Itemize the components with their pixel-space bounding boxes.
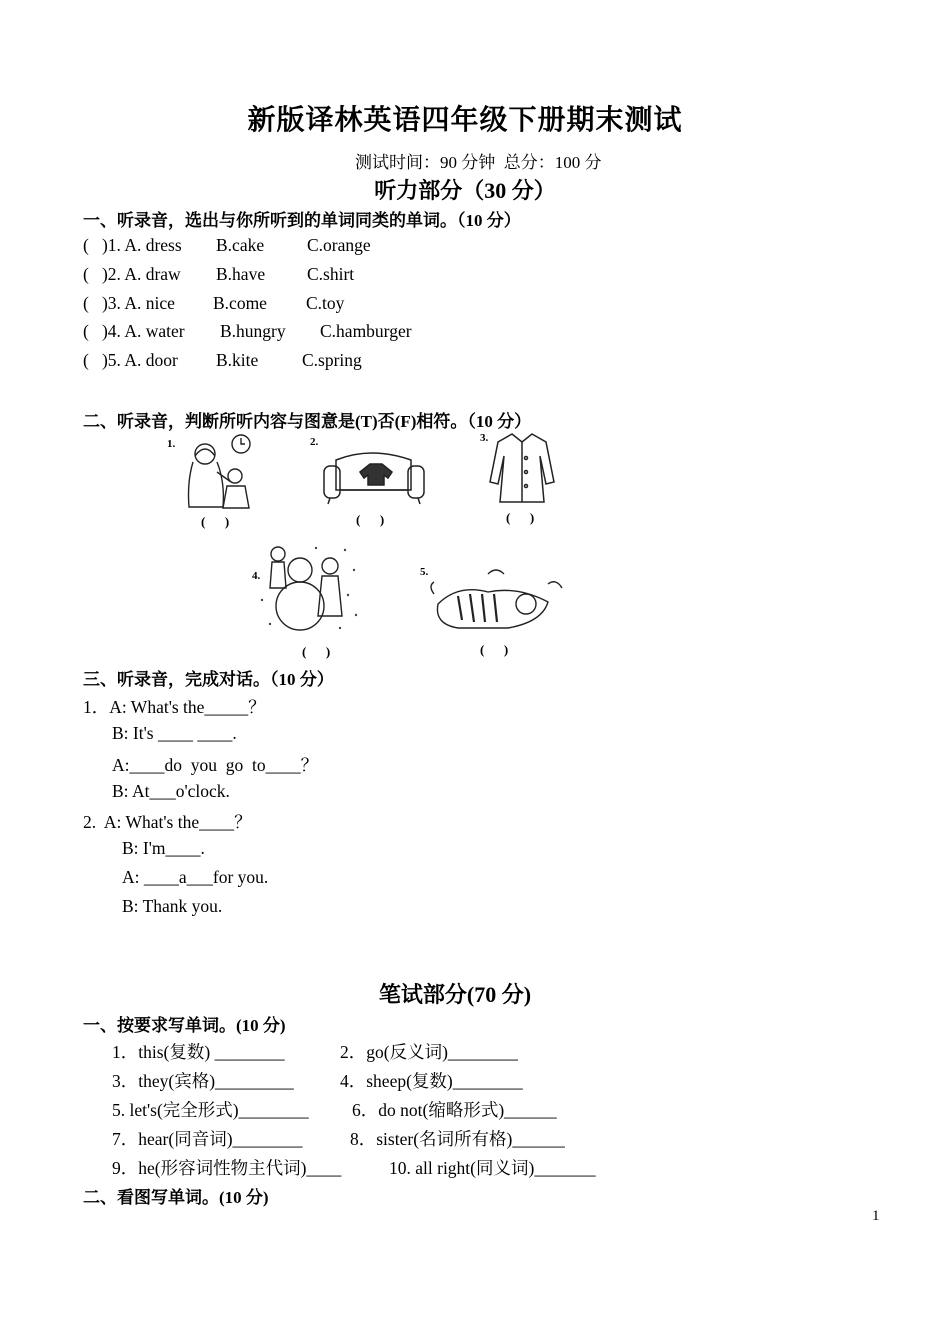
listening-part3-heading: 三、听录音，完成对话。（10 分） xyxy=(83,670,334,689)
option-b: B.come xyxy=(213,293,267,313)
option-c: C.shirt xyxy=(307,264,355,284)
option-c: C.toy xyxy=(306,293,345,313)
picture-5 xyxy=(418,564,573,660)
question-lead: ( )1. A. dress xyxy=(83,235,182,255)
writing-part2-heading: 二、看图写单词。(10 分) xyxy=(83,1188,269,1207)
exercise-item: 2．go(反义词)________ xyxy=(340,1042,518,1062)
dialogue-line: B: Thank you. xyxy=(122,896,223,916)
question-lead: ( )5. A. door xyxy=(83,350,178,370)
exercise-item: 10. all right(同义词)_______ xyxy=(389,1158,596,1178)
dialogue-line: A: ____a___for you. xyxy=(122,867,269,887)
picture-4-blank: ( ) xyxy=(302,644,331,659)
tiger-lying-icon xyxy=(418,564,573,639)
option-b: B.hungry xyxy=(220,321,286,341)
listening-heading: 听力部分（30 分） xyxy=(374,178,556,203)
children-with-snowman-icon xyxy=(250,540,365,640)
exercise-item: 3．they(宾格)_________ xyxy=(112,1071,294,1091)
page-title: 新版译林英语四年级下册期末测试 xyxy=(247,105,683,136)
picture-4 xyxy=(250,540,365,662)
exercise-item: 9．he(形容词性物主代词)____ xyxy=(112,1158,342,1178)
question-lead: ( )2. A. draw xyxy=(83,264,181,284)
picture-2 xyxy=(308,432,438,532)
option-c: C.spring xyxy=(302,350,362,370)
writing-part1-heading: 一、按要求写单词。(10 分) xyxy=(83,1016,286,1035)
picture-5-label: 5. xyxy=(420,566,429,578)
picture-3-label: 3. xyxy=(480,432,489,444)
exercise-item: 8．sister(名词所有格)______ xyxy=(350,1129,565,1149)
exercise-item: 1．this(复数) ________ xyxy=(112,1042,285,1062)
option-c: C.orange xyxy=(307,235,371,255)
page-number: 1 xyxy=(872,1208,880,1224)
writing-heading: 笔试部分(70 分) xyxy=(378,982,532,1007)
exam-info: 测试时间：90 分钟 总分：100 分 xyxy=(355,153,602,172)
option-b: B.cake xyxy=(216,235,265,255)
listening-part1-heading: 一、听录音，选出与你所听到的单词同类的单词。（10 分） xyxy=(83,211,521,230)
picture-2-label: 2. xyxy=(310,436,319,448)
exercise-item: 5. let's(完全形式)________ xyxy=(112,1100,309,1120)
picture-3 xyxy=(478,428,568,528)
exercise-item: 6．do not(缩略形式)______ xyxy=(352,1100,557,1120)
picture-1-blank: ( ) xyxy=(201,514,230,529)
woman-and-child-with-clock-icon xyxy=(165,432,265,517)
option-b: B.have xyxy=(216,264,266,284)
question-lead: ( )4. A. water xyxy=(83,321,185,341)
coat-icon xyxy=(478,428,568,508)
dialogue-line: B: It's ____ ____. xyxy=(112,723,237,743)
listening-part2-heading: 二、听录音，判断所听内容与图意是(T)否(F)相符。（10 分） xyxy=(83,412,532,431)
picture-3-blank: ( ) xyxy=(506,510,535,525)
dialogue-line: 2. A: What's the____？ xyxy=(83,812,252,832)
picture-1-label: 1. xyxy=(167,438,176,450)
exercise-item: 4．sheep(复数)________ xyxy=(340,1071,523,1091)
picture-1 xyxy=(165,432,265,532)
picture-2-blank: ( ) xyxy=(356,512,385,527)
exercise-item: 7．hear(同音词)________ xyxy=(112,1129,303,1149)
dialogue-line: 1．A: What's the_____？ xyxy=(83,697,266,717)
dialogue-line: B: I'm____. xyxy=(122,838,205,858)
sofa-with-sweater-icon xyxy=(308,432,438,512)
dialogue-line: A:____do you go to____？ xyxy=(112,755,319,775)
picture-4-label: 4. xyxy=(252,570,261,582)
option-b: B.kite xyxy=(216,350,259,370)
option-c: C.hamburger xyxy=(320,321,412,341)
dialogue-line: B: At___o'clock. xyxy=(112,781,230,801)
picture-5-blank: ( ) xyxy=(480,642,509,657)
question-lead: ( )3. A. nice xyxy=(83,293,175,313)
